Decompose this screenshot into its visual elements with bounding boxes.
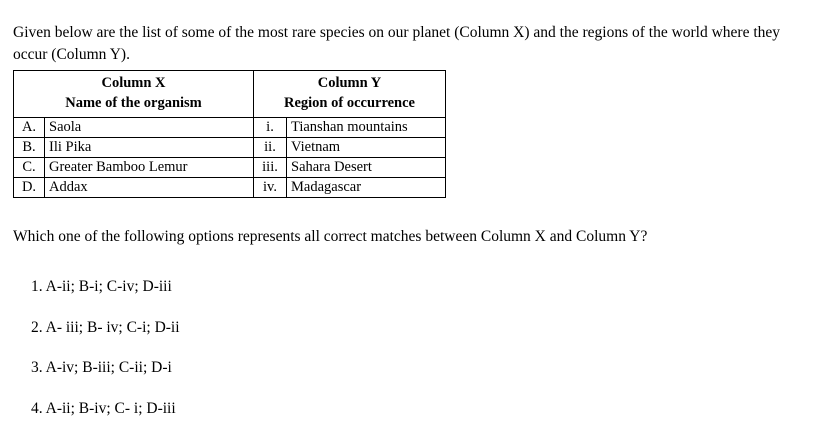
column-x-subtitle: Name of the organism bbox=[65, 95, 202, 112]
column-x-header bbox=[14, 71, 254, 118]
row-region: Tianshan mountains bbox=[287, 117, 446, 137]
row-numeral: iii. bbox=[254, 157, 287, 177]
matching-table bbox=[13, 70, 446, 198]
option-1[interactable]: 1. A-ii; B-i; C-iv; D-iii bbox=[31, 278, 172, 295]
row-letter: A. bbox=[14, 117, 45, 137]
row-region: Madagascar bbox=[287, 177, 446, 197]
row-numeral: ii. bbox=[254, 137, 287, 157]
row-region: Sahara Desert bbox=[287, 157, 446, 177]
options-list bbox=[31, 278, 731, 418]
row-organism: Ili Pika bbox=[45, 137, 254, 157]
option-2[interactable]: 2. A- iii; B- iv; C-i; D-ii bbox=[31, 318, 180, 336]
table-row bbox=[14, 137, 446, 157]
table-head bbox=[14, 71, 446, 118]
question-prompt: Which one of the following options represents all correct matches between Column X and Column Y? bbox=[13, 227, 648, 245]
row-letter: D. bbox=[14, 177, 45, 197]
column-y-subtitle: Region of occurrence bbox=[284, 95, 415, 112]
row-organism: Greater Bamboo Lemur bbox=[45, 157, 254, 177]
table-row bbox=[14, 117, 446, 137]
row-organism: Addax bbox=[45, 177, 254, 197]
column-y-header bbox=[254, 71, 446, 118]
intro-paragraph: Given below are the list of some of the most rare species on our planet (Column X) and the regions of the world where they occur (Column Y). bbox=[13, 23, 781, 63]
table-header-row bbox=[14, 71, 446, 118]
row-numeral: iv. bbox=[254, 177, 287, 197]
row-letter: C. bbox=[14, 157, 45, 177]
column-y-title: Column Y bbox=[317, 75, 382, 91]
table-body bbox=[14, 117, 446, 197]
row-numeral: i. bbox=[254, 117, 287, 137]
table-row bbox=[14, 177, 446, 197]
row-region: Vietnam bbox=[287, 137, 446, 157]
option-4[interactable]: 4. A-ii; B-iv; C- i; D-iii bbox=[31, 399, 176, 417]
table-row bbox=[14, 157, 446, 177]
option-3[interactable]: 3. A-iv; B-iii; C-ii; D-i bbox=[31, 359, 172, 377]
row-organism: Saola bbox=[45, 117, 254, 137]
row-letter: B. bbox=[14, 137, 45, 157]
column-x-title: Column X bbox=[101, 75, 166, 91]
